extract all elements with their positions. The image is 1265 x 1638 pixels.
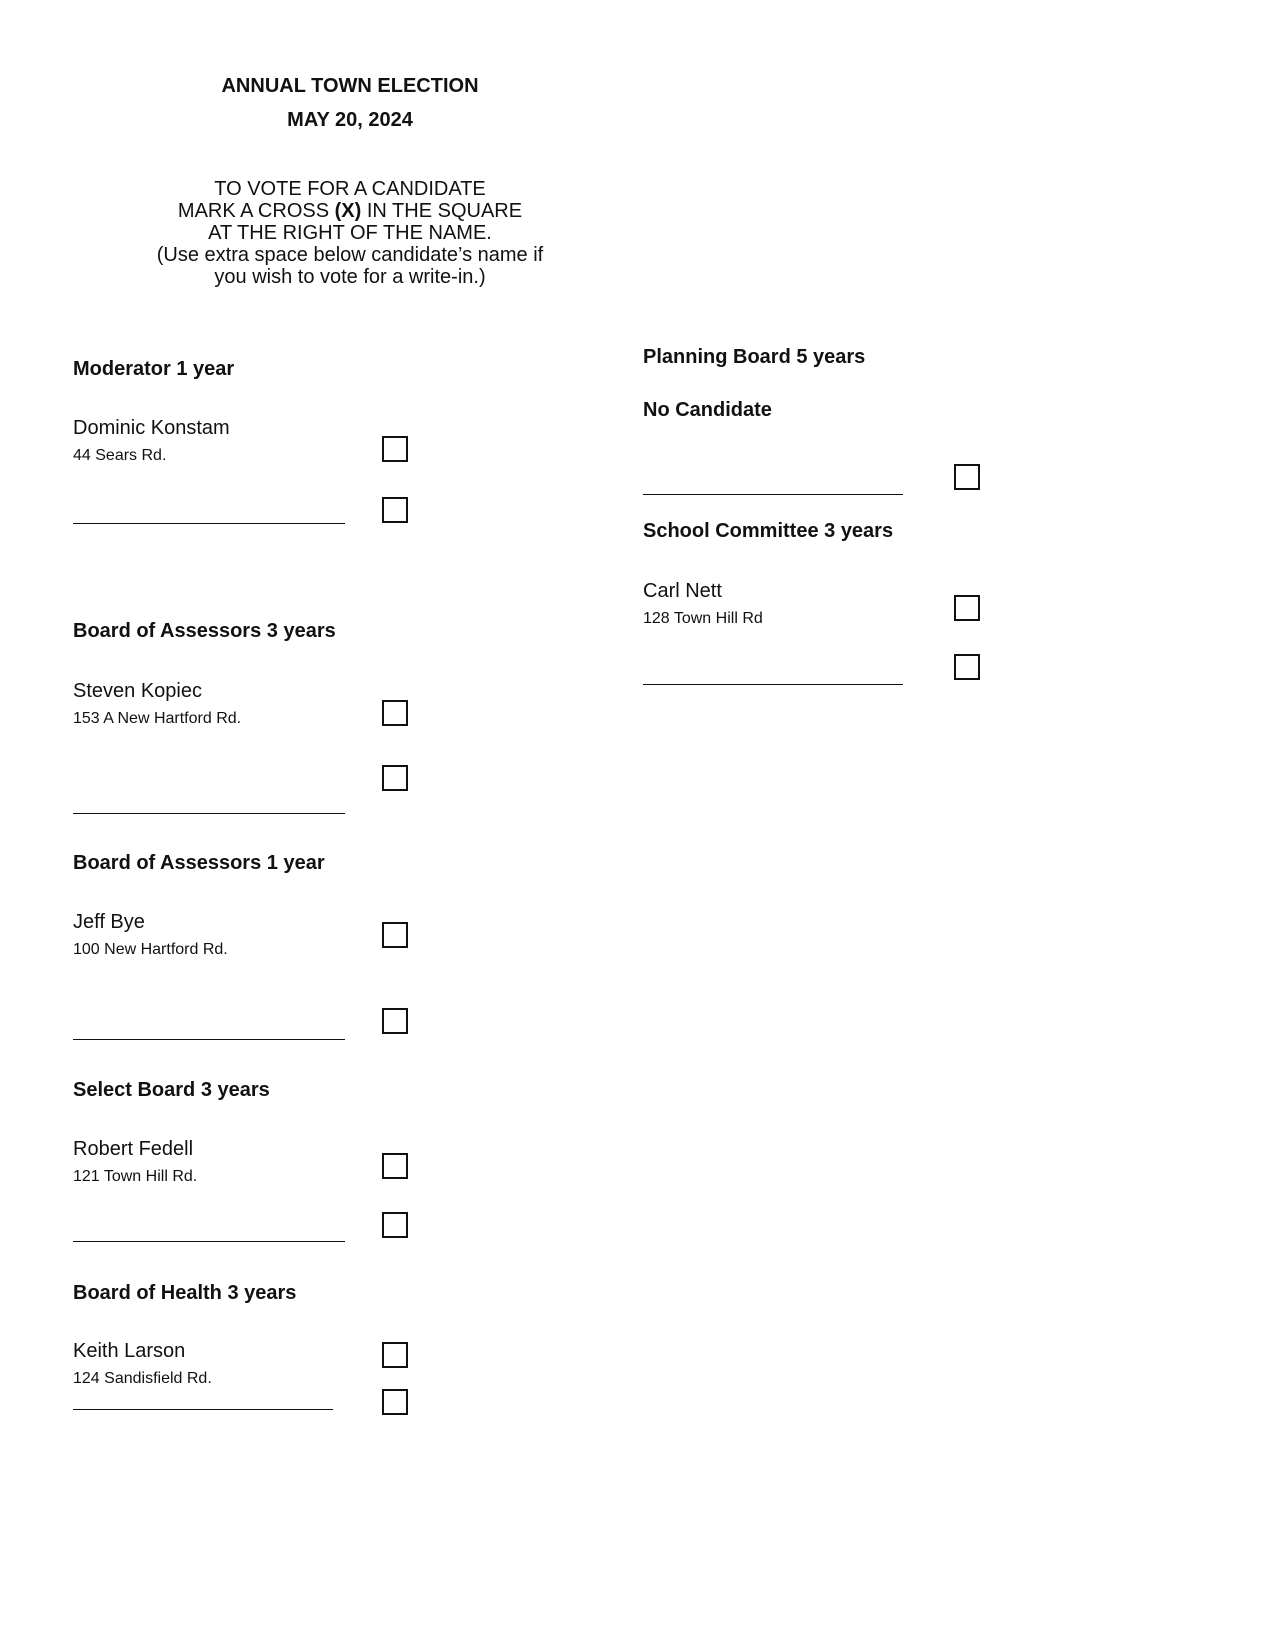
write-in-line-select-board[interactable]: [73, 1241, 345, 1242]
instruction-line-1: TO VOTE FOR A CANDIDATE: [214, 178, 486, 200]
candidate-address-moderator: 44 Sears Rd.: [73, 447, 167, 464]
instruction-line-2: [60, 200, 640, 222]
candidate-address-health: 124 Sandisfield Rd.: [73, 1370, 212, 1387]
vote-box-school-candidate[interactable]: [954, 595, 980, 621]
vote-box-moderator-candidate[interactable]: [382, 436, 408, 462]
election-date: MAY 20, 2024: [287, 109, 413, 131]
vote-box-assessors-1yr-candidate[interactable]: [382, 922, 408, 948]
office-school-committee: School Committee 3 years: [643, 520, 894, 542]
instruction-line-3: AT THE RIGHT OF THE NAME.: [208, 222, 492, 244]
vote-box-assessors-1yr-write-in[interactable]: [382, 1008, 408, 1034]
candidate-name-school: Carl Nett: [643, 580, 722, 602]
write-in-line-assessors-1yr[interactable]: [73, 1039, 345, 1040]
no-candidate-label: No Candidate: [643, 399, 772, 421]
candidate-name-select-board: Robert Fedell: [73, 1138, 194, 1160]
office-planning-board: Planning Board 5 years: [643, 346, 866, 368]
vote-box-planning-board-write-in[interactable]: [954, 464, 980, 490]
candidate-address-assessors-1yr: 100 New Hartford Rd.: [73, 941, 228, 958]
vote-box-select-board-write-in[interactable]: [382, 1212, 408, 1238]
vote-box-moderator-write-in[interactable]: [382, 497, 408, 523]
vote-box-assessors-3yr-write-in[interactable]: [382, 765, 408, 791]
vote-box-health-write-in[interactable]: [382, 1389, 408, 1415]
vote-box-school-write-in[interactable]: [954, 654, 980, 680]
office-assessors-1yr: Board of Assessors 1 year: [73, 852, 325, 874]
office-assessors-3yr: Board of Assessors 3 years: [73, 620, 336, 642]
write-in-line-assessors-3yr[interactable]: [73, 813, 345, 814]
write-in-line-moderator[interactable]: [73, 523, 345, 524]
office-moderator: Moderator 1 year: [73, 358, 235, 380]
write-in-line-school[interactable]: [643, 684, 903, 685]
candidate-address-school: 128 Town Hill Rd: [643, 610, 763, 627]
write-in-line-health[interactable]: [73, 1409, 333, 1410]
candidate-address-assessors-3yr: 153 A New Hartford Rd.: [73, 710, 242, 727]
instruction-mark: (X): [334, 200, 362, 222]
candidate-name-assessors-1yr: Jeff Bye: [73, 911, 145, 933]
instruction-line-2-post: IN THE SQUARE: [361, 200, 523, 222]
candidate-name-moderator: Dominic Konstam: [73, 417, 230, 439]
candidate-name-health: Keith Larson: [73, 1340, 186, 1362]
instruction-line-5: you wish to vote for a write-in.): [214, 266, 486, 288]
ballot-title: ANNUAL TOWN ELECTION: [221, 75, 479, 97]
instructions: [60, 178, 640, 288]
candidate-address-select-board: 121 Town Hill Rd.: [73, 1168, 198, 1185]
instruction-line-2-pre: MARK A CROSS: [177, 200, 335, 222]
office-board-of-health: Board of Health 3 years: [73, 1282, 297, 1304]
instruction-line-4: (Use extra space below candidate’s name if: [156, 244, 544, 266]
office-select-board: Select Board 3 years: [73, 1079, 270, 1101]
vote-box-select-board-candidate[interactable]: [382, 1153, 408, 1179]
candidate-name-assessors-3yr: Steven Kopiec: [73, 680, 202, 702]
vote-box-assessors-3yr-candidate[interactable]: [382, 700, 408, 726]
write-in-line-planning-board[interactable]: [643, 494, 903, 495]
vote-box-health-candidate[interactable]: [382, 1342, 408, 1368]
